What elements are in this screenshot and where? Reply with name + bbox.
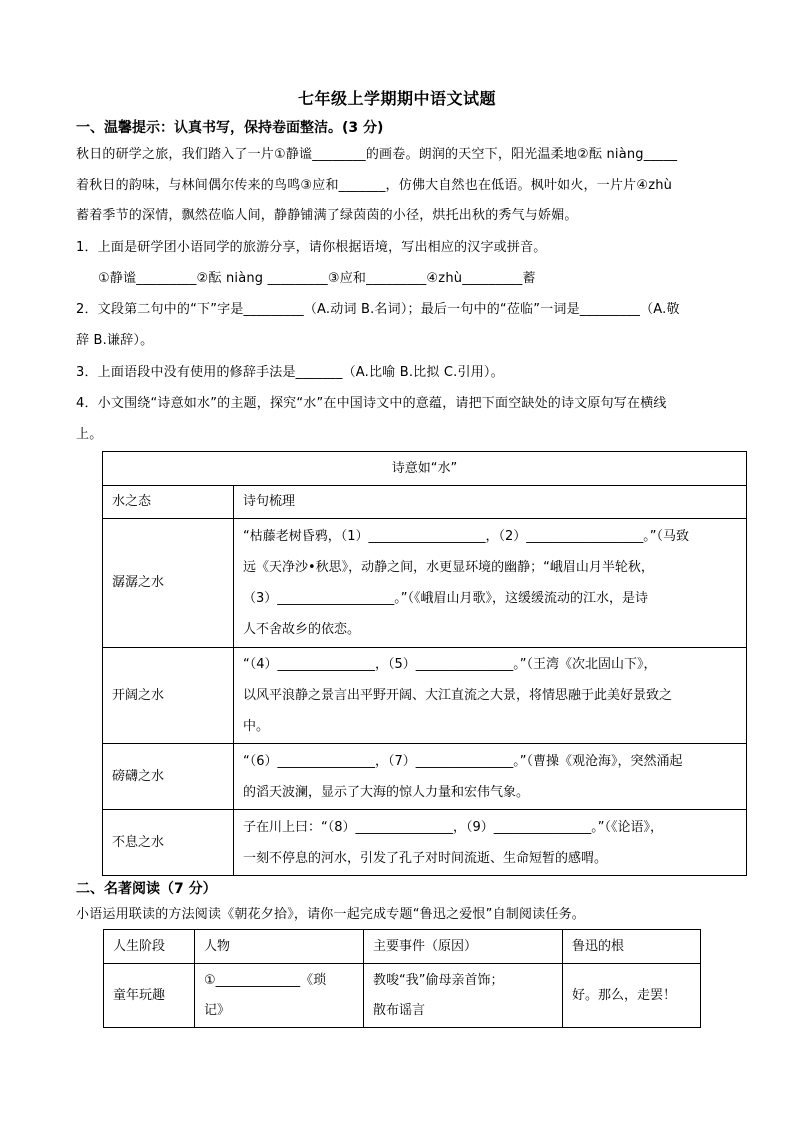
table2-person-line: 记》 [204, 1002, 231, 1018]
table-row-line: 的滔天波澜，显示了大海的惊人力量和宏伟气象。 [243, 784, 530, 800]
table2-root: 好。那么，走罢！ [563, 964, 701, 1028]
table-header-state: 水之态 [103, 486, 234, 519]
table2-event-line: 散布谣言 [373, 1002, 426, 1018]
table-row-state: 磅礴之水 [103, 744, 234, 810]
section2-intro: 小语运用联读的方法阅读《朝花夕拾》，请你一起完成专题“鲁迅之爱恨”自制阅读任务。 [76, 907, 585, 922]
table2-header: 人物 [195, 930, 364, 964]
table-caption: 诗意如“水” [103, 452, 747, 486]
passage-line-3: 蓄着季节的深情，飘然莅临人间，静静铺满了绿茵茵的小径，烘托出秋的秀气与娇媚。 [76, 208, 578, 223]
table-row-line: 以风平浪静之景言出平野开阔、大江直流之大景，将情思融于此美好景致之 [243, 688, 673, 703]
table-row-state: 不息之水 [103, 810, 234, 876]
table-row-line: 中。 [243, 719, 270, 734]
table-row-line: “（6）_______________，（7）_______________。”（曹操《观沧海》，突然涌起 [243, 753, 683, 769]
question-1-answers: ①静谧_________②酝 niàng _________③应和_________④zhù_________蓄 [98, 271, 536, 286]
table2-header: 主要事件（原因） [364, 930, 563, 964]
table2-person-line: ①_____________《琐 [204, 972, 327, 988]
table2-stage: 童年玩趣 [104, 964, 195, 1028]
question-4-line-2: 上。 [76, 427, 103, 442]
table-row-line: （3）__________________。”（《峨眉山月歌》，这缓缓流动的江水，是诗 [243, 591, 649, 606]
question-3: 3．上面语段中没有使用的修辞手法是_______（A.比喻 B.比拟 C.引用）。 [76, 365, 504, 380]
section2-heading: 二、名著阅读（7 分） [76, 881, 217, 897]
poetry-water-table [102, 451, 747, 876]
page-title: 七年级上学期期中语文试题 [297, 89, 496, 108]
table-row-state: 开阔之水 [103, 648, 234, 744]
section1-heading: 一、温馨提示：认真书写，保持卷面整洁。(3 分) [76, 120, 384, 136]
table2-header: 鲁迅的根 [563, 930, 701, 964]
passage-line-1: 秋日的研学之旅，我们踏入了一片①静谧________的画卷。朗润的天空下，阳光温柔地②酝 niàng_____ [76, 147, 678, 162]
question-2-line-1: 2．文段第二句中的“下”字是_________（A.动词 B.名词）；最后一句中的“莅临”一词是_________（A.敬 [76, 302, 680, 317]
question-1: 1．上面是研学团小语同学的旅游分享，请你根据语境，写出相应的汉字或拼音。 [76, 240, 547, 255]
table-row-line: 子在川上曰：“（8）_______________，（9）_______________。”（《论语》， [243, 819, 664, 835]
question-4-line-1: 4．小文围绕“诗意如水”的主题，探究“水”在中国诗文中的意蕴，请把下面空缺处的诗文原句写在横线 [76, 396, 667, 411]
table-row-line: 一刻不停息的河水，引发了孔子对时间流逝、生命短暂的感喟。 [243, 850, 608, 866]
table-row-state: 潺潺之水 [103, 519, 234, 648]
table-row-line: 远《天净沙•秋思》，动静之间，水更显环境的幽静；“峨眉山月半轮秋， [243, 560, 654, 575]
passage-line-2: 着秋日的韵味，与林间偶尔传来的鸟鸣③应和_______，仿佛大自然也在低语。枫叶如火，一片片④zhù [76, 178, 673, 193]
table2-header: 人生阶段 [104, 930, 195, 964]
table-header-lines: 诗句梳理 [234, 486, 747, 519]
reading-task-table [103, 929, 701, 1028]
table-row-line: “枯藤老树昏鸦，（1）__________________，（2）__________________。”（马致 [243, 529, 690, 544]
table-row-line: “（4）_______________，（5）_______________。”（王湾《次北固山下》， [243, 657, 657, 672]
table2-event-line: 教唆“我”偷母亲首饰； [373, 972, 504, 988]
question-2-line-2: 辞 B.谦辞）。 [76, 333, 154, 348]
table-row-line: 人不舍故乡的依恋。 [243, 622, 361, 637]
